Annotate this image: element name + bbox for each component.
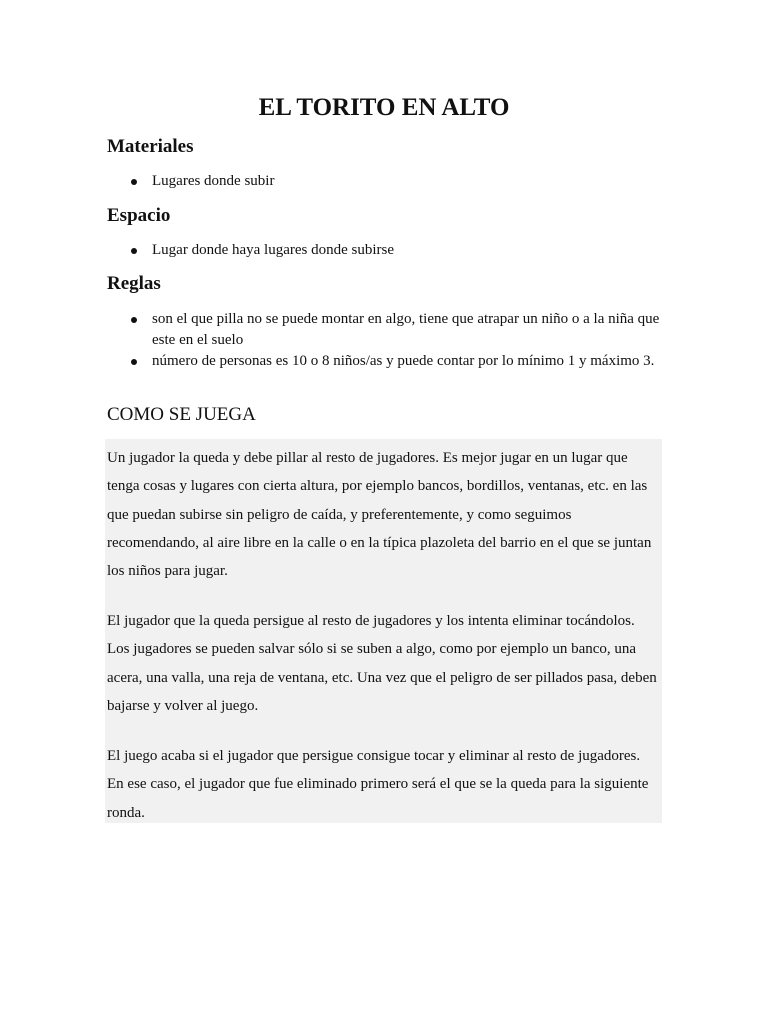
- how-to-play-paragraph-1: Un jugador la queda y debe pillar al resto de jugadores. Es mejor jugar en un lugar que tenga cosas y lugares con cierta altura, por ejemplo bancos, bordillos, ventanas, etc. en las que puedan subirse sin peligro de caída, y preferentemente, y como seguimos recomendando, al aire libre en la calle o en la típica plazoleta del barrio en el que se juntan los niños para jugar.: [107, 450, 652, 580]
- section-heading-espacio: Espacio: [107, 205, 171, 226]
- list-item: [107, 171, 667, 192]
- section-heading-como-se-juega: COMO SE JUEGA: [107, 404, 256, 425]
- bullet-icon: [131, 317, 137, 323]
- how-to-play-paragraph-3: El juego acaba si el jugador que persigue consigue tocar y eliminar al resto de jugadores. En ese caso, el jugador que fue eliminado primero será el que se la queda para la siguiente ronda.: [107, 748, 649, 821]
- section-heading-materiales: Materiales: [107, 136, 194, 157]
- list-item-text: número de personas es 10 o 8 niños/as y puede contar por lo mínimo 1 y máximo 3.: [152, 353, 655, 369]
- section-heading-reglas: Reglas: [107, 273, 161, 294]
- list-item-text: Lugar donde haya lugares donde subirse: [152, 242, 395, 258]
- bullet-icon: [131, 359, 137, 365]
- materiales-list: [107, 171, 667, 192]
- list-item: [107, 351, 667, 372]
- bullet-icon: [131, 179, 137, 185]
- reglas-list: [107, 309, 667, 372]
- how-to-play-paragraph-2: El jugador que la queda persigue al resto de jugadores y los intenta eliminar tocándolos. Los jugadores se pueden salvar sólo si se suben a algo, como por ejemplo un banco, una acera, una valla, una reja de ventana, etc. Una vez que el peligro de ser pillados pasa, deben bajarse y volver al juego.: [107, 613, 657, 714]
- document-title: EL TORITO EN ALTO: [258, 94, 510, 121]
- list-item: [107, 309, 667, 351]
- list-item-text: son el que pilla no se puede montar en algo, tiene que atrapar un niño o a la niña que este en el suelo: [152, 311, 660, 348]
- espacio-list: [107, 240, 667, 261]
- list-item: [107, 240, 667, 261]
- list-item-text: Lugares donde subir: [152, 173, 275, 189]
- bullet-icon: [131, 248, 137, 254]
